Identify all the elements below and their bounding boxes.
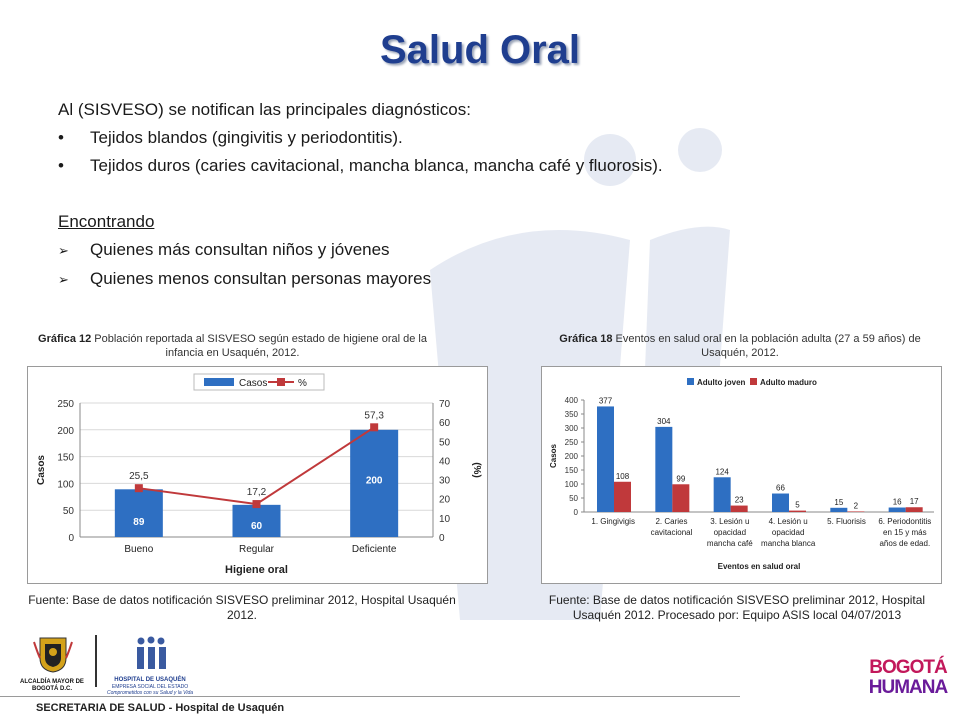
- bar-adulto-joven: [655, 427, 672, 512]
- chart-right-caption: Gráfica 18 Eventos en salud oral en la población adulta (27 a 59 años) de Usaquén, 2012.: [559, 333, 921, 359]
- y-tick-label: 400: [564, 396, 578, 405]
- y-tick-label: 100: [564, 480, 578, 489]
- bar-adulto-joven: [889, 508, 906, 512]
- pct-value-label: 25,5: [129, 471, 149, 483]
- y2-tick-label: 40: [439, 456, 451, 468]
- bar-casos: [115, 489, 163, 537]
- bogota-humana-logo: BOGOTÁ HUMANA: [868, 657, 948, 698]
- y-tick-label: 350: [564, 410, 578, 419]
- x-tick-label: 5. Fluorisis: [827, 517, 866, 526]
- x-tick-label: en 15 y más: [883, 528, 927, 537]
- y-tick-label: 250: [564, 438, 578, 447]
- chart-right-frame: [541, 366, 942, 584]
- bar-value-label: 16: [892, 497, 902, 507]
- chart-right: [542, 367, 941, 583]
- x-tick-label: mancha blanca: [761, 539, 816, 548]
- y2-tick-label: 20: [439, 494, 451, 506]
- chart-left-source: Fuente: Base de datos notificación SISVESO preliminar 2012, Hospital Usaquén 2012.: [28, 593, 456, 622]
- pct-point: [253, 500, 261, 508]
- bar-adulto-joven: [772, 494, 789, 512]
- legend-pct-label: %: [298, 378, 307, 389]
- x-tick-label: Regular: [238, 544, 275, 555]
- x-tick-label: opacidad: [713, 528, 747, 537]
- bar-value-label: 377: [598, 396, 613, 406]
- y2-tick-label: 0: [439, 533, 445, 544]
- bar-adulto-maduro: [614, 482, 631, 512]
- x-tick-label: 1. Gingivigis: [591, 517, 635, 526]
- arrow-bullet-icon: ➢: [58, 243, 69, 258]
- legend-adulto-joven-swatch: [687, 378, 694, 385]
- x-tick-label: cavitacional: [650, 528, 693, 537]
- bar-adulto-joven: [597, 406, 614, 512]
- bar-value-label: 23: [734, 495, 744, 505]
- bar-adulto-maduro: [906, 507, 923, 512]
- x-tick-label: 6. Periodontitis: [878, 517, 932, 526]
- hospital-logo: HOSPITAL DE USAQUÉN EMPRESA SOCIAL DEL ESTADO Comprometidos con su Salud y la Vida: [105, 636, 195, 696]
- x-tick-label: Deficiente: [351, 544, 397, 555]
- y-tick-label: 150: [57, 452, 74, 464]
- intro-block: [58, 96, 918, 294]
- y-tick-label: 50: [569, 494, 578, 503]
- x-tick-label: años de edad.: [879, 539, 931, 548]
- legend-adulto-maduro-label: Adulto maduro: [760, 378, 817, 387]
- chart-right-source: Fuente: Base de datos notificación SISVESO preliminar 2012, Hospital Usaquén 2012. Procesado por: Equipo ASIS local 04/07/2013: [548, 593, 926, 622]
- bar-value-label: 124: [715, 467, 729, 477]
- bar-adulto-maduro: [731, 506, 748, 512]
- pct-value-label: 57,3: [364, 410, 384, 422]
- y2-tick-label: 60: [439, 418, 451, 430]
- footer-divider: [0, 696, 740, 697]
- bar-value-label: 2: [853, 501, 859, 511]
- y-tick-label: 50: [62, 506, 74, 518]
- bar-value-label: 66: [776, 483, 785, 493]
- alcaldia-logo: ALCALDÍA MAYOR DE BOGOTÁ D.C.: [18, 634, 88, 693]
- x-axis-title: Eventos en salud oral: [717, 562, 801, 571]
- bar-value-label: 17: [909, 497, 919, 507]
- y-tick-label: 0: [573, 508, 578, 517]
- arrow-bullet-icon: ➢: [58, 272, 69, 287]
- legend-pct-marker: [277, 378, 285, 386]
- bar-value-label: 89: [133, 517, 145, 529]
- bar-value-label: 200: [365, 475, 383, 487]
- x-tick-label: mancha café: [706, 539, 753, 548]
- pct-value-label: 17,2: [246, 487, 267, 499]
- bar-adulto-joven: [714, 477, 731, 512]
- pct-point: [135, 484, 143, 492]
- footer-text: SECRETARIA DE SALUD - Hospital de Usaquén: [36, 702, 285, 714]
- y-tick-label: 150: [564, 466, 578, 475]
- bullet-item: • Tejidos blandos (gingivitis y periodontitis).: [58, 124, 918, 152]
- x-tick-label: Bueno: [124, 544, 154, 555]
- y-tick-label: 300: [564, 424, 578, 433]
- pct-point: [370, 423, 378, 431]
- y-tick-label: 100: [57, 479, 74, 491]
- legend-adulto-maduro-swatch: [750, 378, 757, 385]
- logo-divider: [95, 635, 97, 687]
- chart-left: [28, 367, 487, 583]
- y2-axis-title: (%): [471, 462, 482, 478]
- bullet-icon: •: [58, 156, 64, 175]
- bar-value-label: 99: [676, 474, 686, 484]
- bar-value-label: 60: [250, 521, 263, 532]
- y-tick-label: 0: [68, 533, 74, 544]
- legend-casos-swatch: [204, 378, 234, 386]
- y-tick-label: 200: [57, 425, 74, 437]
- bar-value-label: 15: [834, 497, 844, 507]
- x-tick-label: opacidad: [771, 528, 805, 537]
- bar-adulto-maduro: [847, 511, 864, 512]
- y2-tick-label: 10: [439, 513, 451, 525]
- bar-value-label: 108: [615, 471, 630, 481]
- bar-value-label: 5: [795, 500, 800, 510]
- bullet-icon: •: [58, 128, 64, 147]
- bullet-item: • Tejidos duros (caries cavitacional, mancha blanca, mancha café y fluorosis).: [58, 152, 918, 180]
- y-axis-title: Casos: [549, 443, 558, 469]
- bar-adulto-joven: [830, 508, 847, 512]
- legend-adulto-joven-label: Adulto joven: [697, 378, 746, 387]
- y2-tick-label: 30: [439, 475, 451, 487]
- y2-tick-label: 70: [439, 399, 451, 410]
- y-tick-label: 200: [564, 452, 578, 461]
- legend-casos-label: Casos: [239, 378, 268, 389]
- y2-tick-label: 50: [439, 437, 451, 449]
- x-tick-label: 4. Lesión u: [768, 517, 808, 526]
- intro-lead: Al (SISVESO) se notifican las principales diagnósticos:: [58, 100, 471, 119]
- y-axis-title: Casos: [36, 454, 47, 486]
- x-tick-label: 2. Caries: [655, 517, 688, 526]
- bar-adulto-maduro: [789, 511, 806, 512]
- bar-value-label: 304: [657, 416, 671, 426]
- hospital-emblem-icon: [105, 636, 195, 672]
- finding-item: ➢ Quienes más consultan niños y jóvenes: [58, 236, 918, 265]
- chart-left-caption: Gráfica 12 Población reportada al SISVESO según estado de higiene oral de la infancia en Usaquén, 2012.: [38, 333, 427, 359]
- finding-item: ➢ Quienes menos consultan personas mayores: [58, 265, 918, 294]
- bar-adulto-maduro: [672, 484, 689, 512]
- coat-of-arms-icon: [18, 634, 88, 674]
- y-tick-label: 250: [57, 399, 74, 410]
- finding-label: Encontrando: [58, 212, 155, 231]
- x-axis-title: Higiene oral: [225, 564, 288, 576]
- page-title: Salud Oral: [379, 28, 581, 72]
- chart-left-frame: [27, 366, 488, 584]
- x-tick-label: 3. Lesión u: [710, 517, 750, 526]
